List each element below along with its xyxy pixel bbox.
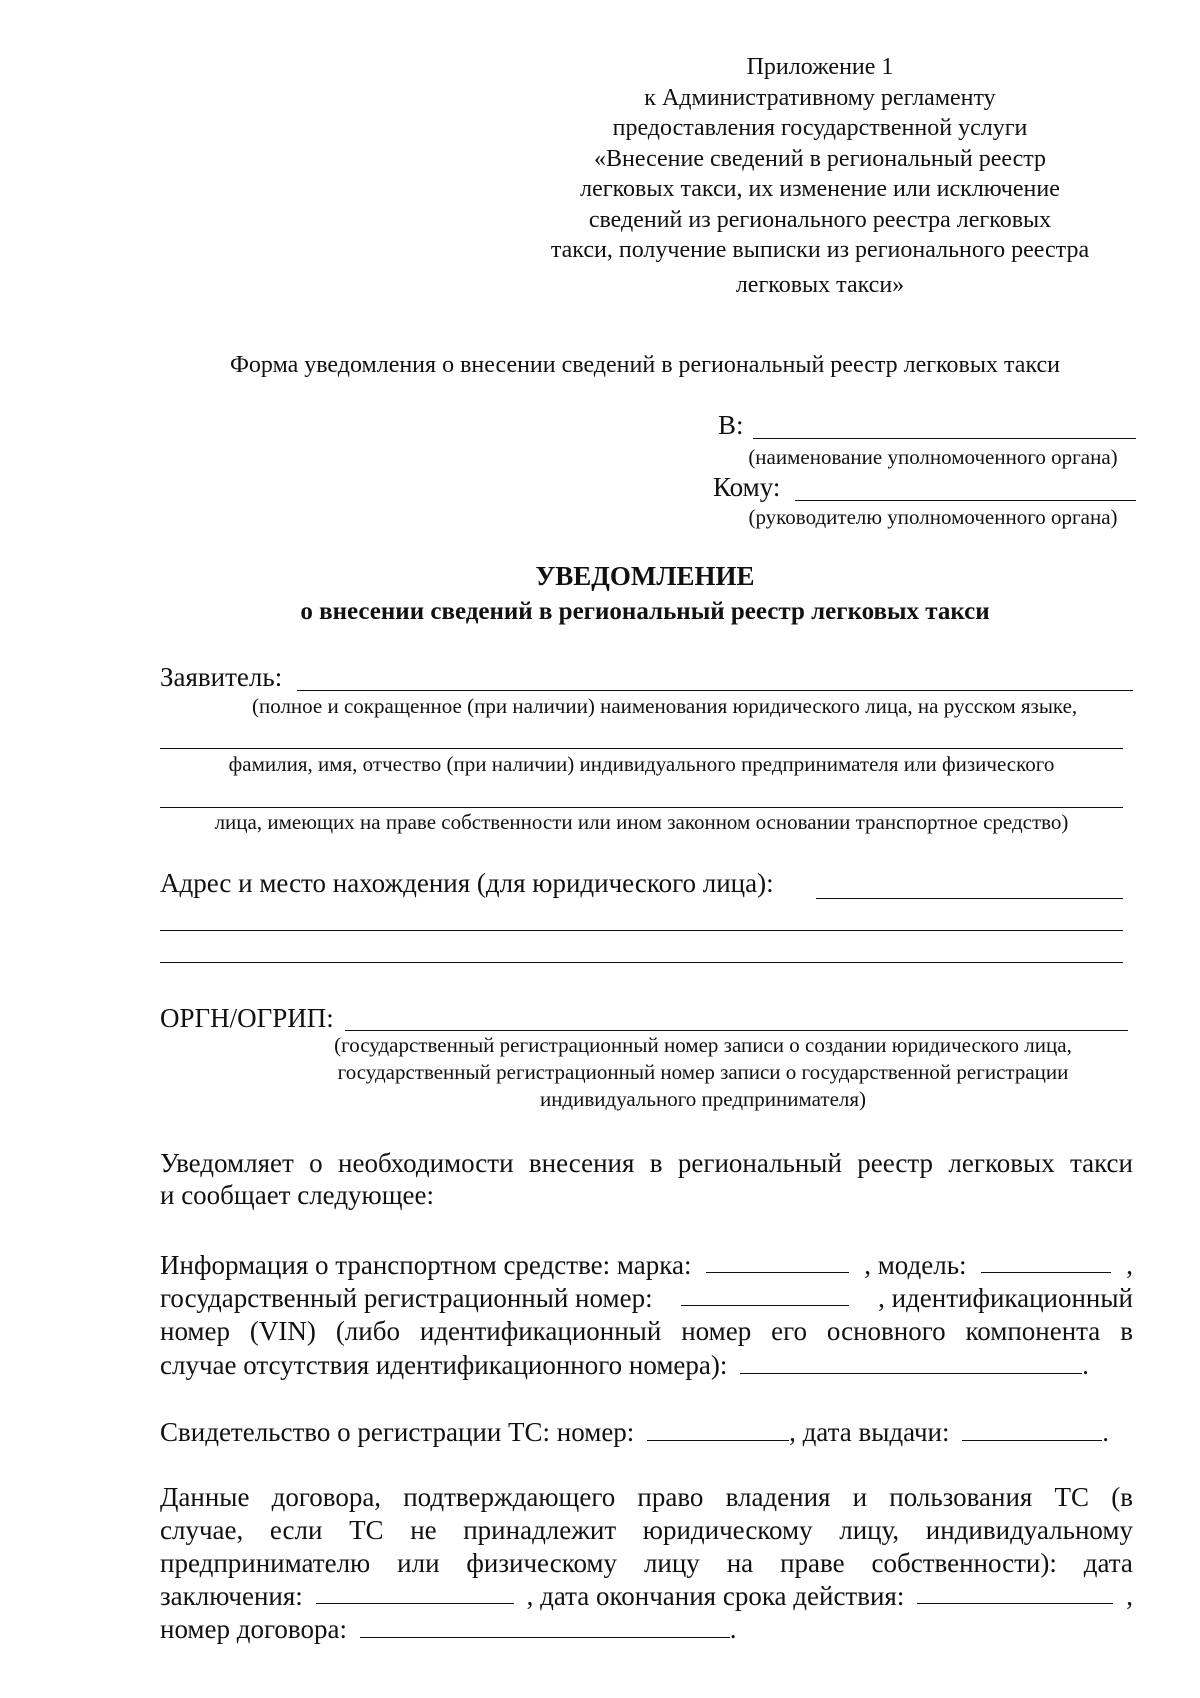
word: Уведомляет xyxy=(160,1148,294,1178)
whom-hint: (руководителю уполномоченного органа) xyxy=(748,505,1118,529)
annex-line: Приложение 1 xyxy=(746,54,894,80)
word: владения xyxy=(725,1482,831,1512)
certificate-number-label: Свидетельство о регистрации ТС: номер: xyxy=(160,1417,635,1447)
vehicle-line-3 xyxy=(160,1316,1133,1347)
reg-number-field[interactable] xyxy=(681,1283,849,1306)
word: лицу xyxy=(643,1548,700,1578)
certificate-date-field[interactable] xyxy=(962,1418,1102,1441)
word: собственности): xyxy=(871,1548,1057,1578)
annex-line: «Внесение сведений в региональный реестр xyxy=(593,145,1047,172)
certificate-number-field[interactable] xyxy=(647,1418,789,1441)
word: предпринимателю xyxy=(160,1548,371,1578)
word: дата xyxy=(1083,1548,1133,1578)
word: Данные xyxy=(160,1482,250,1512)
contract-number-field[interactable] xyxy=(360,1615,730,1638)
word: реестр xyxy=(857,1148,934,1178)
contract-end-field[interactable] xyxy=(917,1581,1113,1604)
period: . xyxy=(1082,1350,1089,1380)
word: его xyxy=(771,1316,807,1346)
address-field-3[interactable] xyxy=(160,962,1123,963)
annex-line: к Административному регламенту xyxy=(644,84,996,111)
notice-line-2: и сообщает следующее: xyxy=(160,1180,434,1210)
word: идентификационный xyxy=(419,1316,662,1346)
word: ТС xyxy=(349,1515,384,1545)
certificate-line xyxy=(160,1417,1109,1448)
vehicle-line-1 xyxy=(160,1250,1133,1281)
vin-field[interactable] xyxy=(740,1351,1082,1374)
model-label: , модель: xyxy=(864,1250,967,1280)
word: принадлежит xyxy=(463,1515,617,1545)
comma: , xyxy=(1126,1581,1133,1611)
period: . xyxy=(1102,1417,1110,1447)
model-field[interactable] xyxy=(981,1250,1111,1273)
word: или xyxy=(397,1548,440,1578)
contract-line-2 xyxy=(160,1515,1133,1546)
form-caption: Форма уведомления о внесении сведений в региональный реестр легковых такси xyxy=(229,352,1061,378)
word: физическому xyxy=(466,1548,618,1578)
word: в xyxy=(649,1148,663,1178)
word: (либо xyxy=(335,1316,400,1346)
vehicle-line-4 xyxy=(160,1350,1089,1381)
word: и xyxy=(852,1482,868,1512)
word: подтверждающего xyxy=(403,1482,616,1512)
word: (в xyxy=(1111,1482,1133,1512)
word: случае, xyxy=(160,1515,244,1545)
brand-field[interactable] xyxy=(706,1250,849,1273)
word: индивидуальному xyxy=(925,1515,1133,1545)
to-hint: (наименование уполномоченного органа) xyxy=(748,445,1118,469)
notice-line-1 xyxy=(160,1148,1133,1179)
contract-end-label: , дата окончания срока действия: xyxy=(526,1581,905,1611)
word: лицу, xyxy=(839,1515,900,1545)
word: не xyxy=(410,1515,437,1545)
word: основного xyxy=(826,1316,946,1346)
ogrn-field[interactable] xyxy=(345,1030,1128,1031)
word: необходимости xyxy=(338,1148,514,1178)
applicant-hint-2: фамилия, имя, отчество (при наличии) индивидуального предпринимателя или физического xyxy=(228,752,1055,776)
applicant-field[interactable] xyxy=(297,690,1133,691)
certificate-date-label: , дата выдачи: xyxy=(789,1417,950,1447)
ogrn-hint-2: государственный регистрационный номер записи о государственной регистрации xyxy=(337,1060,1069,1084)
word: договора, xyxy=(271,1482,382,1512)
address-label: Адрес и место нахождения (для юридического лица): xyxy=(160,868,774,898)
ogrn-hint-3: индивидуального предпринимателя) xyxy=(539,1087,867,1111)
applicant-hint-3: лица, имеющих на праве собственности или ином законном основании транспортное средство) xyxy=(214,810,1069,834)
word: на xyxy=(726,1548,754,1578)
address-field-2[interactable] xyxy=(160,930,1123,931)
annex-line: легковых такси, их изменение или исключение xyxy=(580,176,1060,202)
annex-line: легковых такси» xyxy=(735,271,905,298)
word: в xyxy=(1120,1316,1133,1346)
word: (VIN) xyxy=(249,1316,316,1346)
word: если xyxy=(269,1515,323,1545)
applicant-hint-1: (полное и сокращенное (при наличии) наименования юридического лица, на русском языке, xyxy=(252,694,1078,718)
contract-line-1 xyxy=(160,1482,1133,1513)
annex-line: предоставления государственной услуги xyxy=(612,115,1028,141)
document-subtitle: о внесении сведений в региональный реестр легковых такси xyxy=(300,598,990,625)
word: номер xyxy=(681,1316,752,1346)
whom-label: Кому: xyxy=(713,472,781,502)
word: праве xyxy=(780,1548,845,1578)
word: ТС xyxy=(1054,1482,1090,1512)
contract-line-4 xyxy=(160,1581,1133,1612)
vin-label-end: случае отсутствия идентификационного номера): xyxy=(160,1350,728,1380)
contract-line-5 xyxy=(160,1614,736,1645)
word: юридическому xyxy=(642,1515,813,1545)
applicant-label: Заявитель: xyxy=(160,662,283,692)
document-title: УВЕДОМЛЕНИЕ xyxy=(535,561,755,591)
word: компонента xyxy=(965,1316,1101,1346)
vin-label-start: , идентификационный xyxy=(878,1283,1133,1313)
brand-label: Информация о транспортном средстве: марка: xyxy=(160,1250,692,1280)
word: право xyxy=(637,1482,704,1512)
applicant-field-2[interactable] xyxy=(160,748,1123,749)
word: такси xyxy=(1069,1148,1133,1178)
contract-date-field[interactable] xyxy=(316,1581,514,1604)
word: пользования xyxy=(889,1482,1033,1512)
contract-number-label: номер договора: xyxy=(160,1614,347,1644)
comma: , xyxy=(1126,1250,1133,1280)
applicant-field-3[interactable] xyxy=(160,807,1123,808)
ogrn-label: ОРГН/ОГРИП: xyxy=(160,1003,334,1033)
to-label: В: xyxy=(718,410,744,440)
word: легковых xyxy=(948,1148,1055,1178)
word: номер xyxy=(160,1316,231,1346)
annex-header xyxy=(520,52,1120,300)
word: о xyxy=(309,1148,323,1178)
annex-line: такси, получение выписки из регионального реестра xyxy=(550,237,1090,263)
whom-field[interactable] xyxy=(795,500,1136,501)
vehicle-line-2 xyxy=(160,1283,1133,1314)
ogrn-hint-1: (государственный регистрационный номер записи о создании юридического лица, xyxy=(334,1033,1072,1057)
contract-date-label: заключения: xyxy=(160,1581,303,1611)
period: . xyxy=(729,1614,737,1644)
contract-line-3 xyxy=(160,1548,1133,1579)
to-field[interactable] xyxy=(753,438,1136,439)
address-field[interactable] xyxy=(816,898,1123,899)
reg-number-label: государственный регистрационный номер: xyxy=(160,1283,653,1313)
word: региональный xyxy=(677,1148,842,1178)
annex-line: сведений из регионального реестра легковых xyxy=(588,206,1052,233)
word: внесения xyxy=(528,1148,635,1178)
